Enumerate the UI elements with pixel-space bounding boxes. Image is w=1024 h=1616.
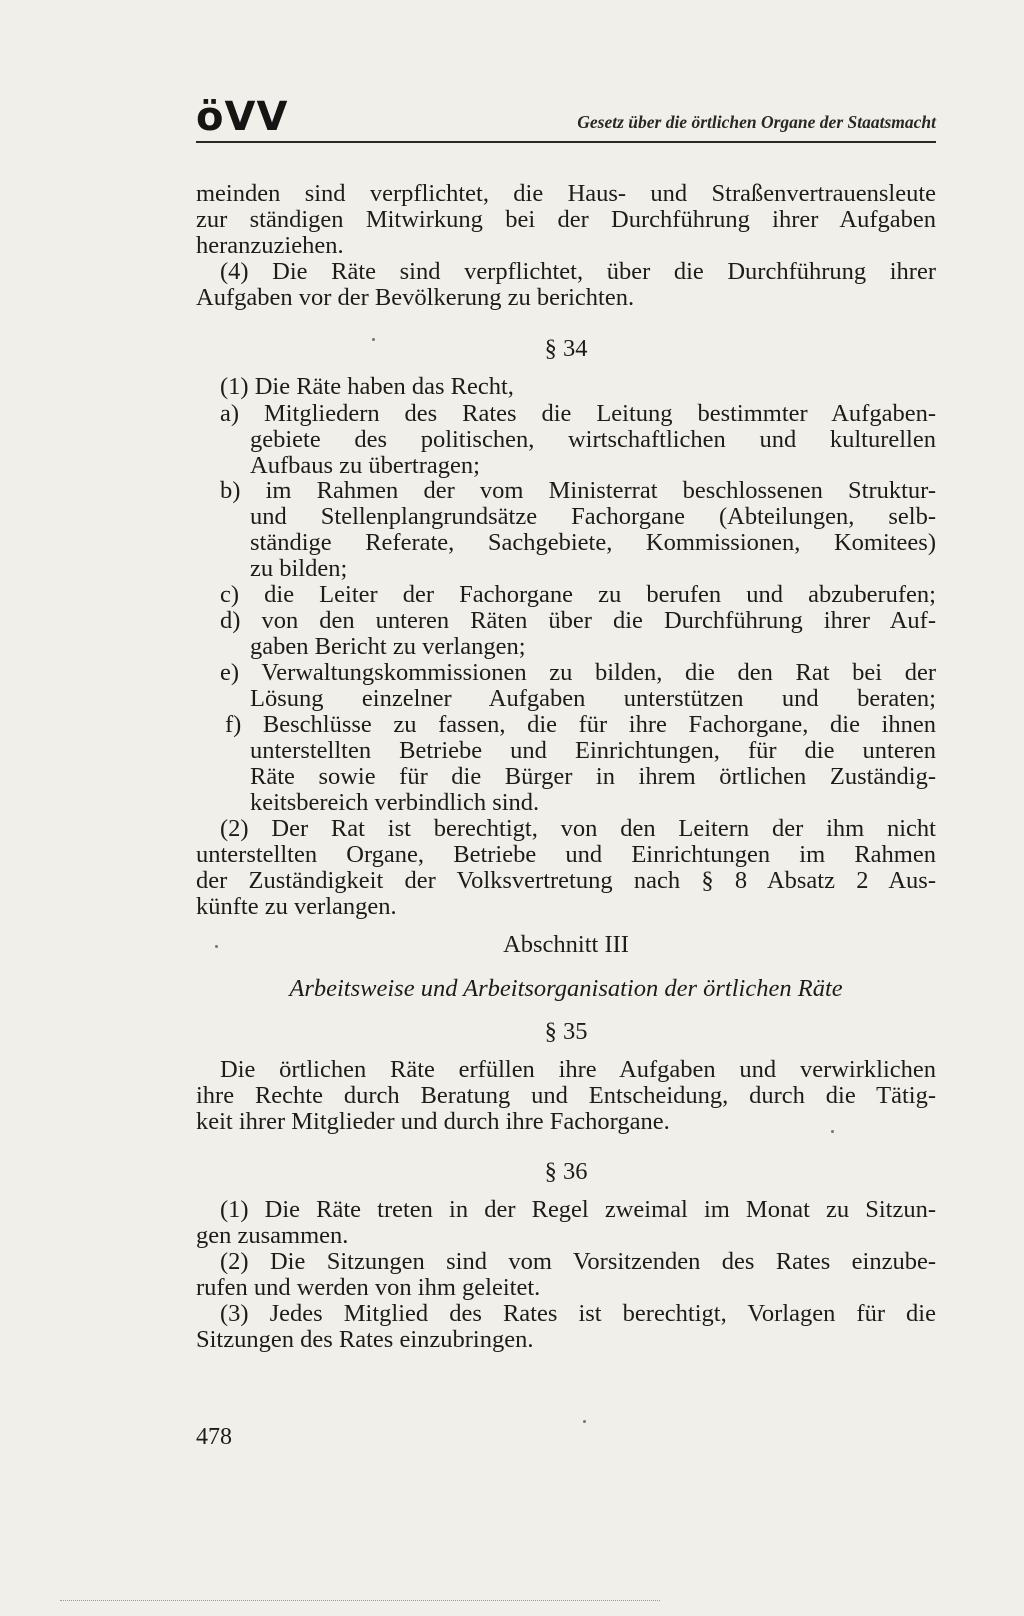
text-line: Räte sowie für die Bürger in ihrem örtlichen Zuständig-: [250, 763, 936, 790]
section-heading: § 34: [544, 335, 588, 362]
text-line: e) Verwaltungskommissionen zu bilden, die den Rat bei der: [220, 659, 936, 686]
text-line: (3) Jedes Mitglied des Rates ist berechtigt, Vorlagen für die: [220, 1300, 936, 1327]
text-line: Aufgaben vor der Bevölkerung zu berichten.: [196, 284, 635, 311]
text-line: (1) Die Räte haben das Recht,: [220, 373, 514, 400]
running-title: Gesetz über die örtlichen Organe der Staatsmacht: [577, 112, 936, 132]
text-line: (2) Der Rat ist berechtigt, von den Leitern der ihm nicht: [220, 815, 936, 842]
text-line: b) im Rahmen der vom Ministerrat beschlossenen Struktur-: [220, 477, 936, 504]
text-line: meinden sind verpflichtet, die Haus- und Straßenvertrauensleute: [196, 180, 936, 207]
print-speck: [583, 1420, 586, 1423]
text-line: d) von den unteren Räten über die Durchführung ihrer Auf-: [220, 607, 936, 634]
text-line: a) Mitgliedern des Rates die Leitung bestimmter Aufgaben-: [220, 400, 936, 427]
text-line: und Stellenplangrundsätze Fachorgane (Abteilungen, selb-: [250, 503, 936, 530]
text-line: künfte zu verlangen.: [196, 893, 397, 920]
text-line: keitsbereich verbindlich sind.: [250, 789, 540, 816]
text-line: gen zusammen.: [196, 1222, 349, 1249]
text-line: heranzuziehen.: [196, 232, 344, 259]
text-line: unterstellten Organe, Betriebe und Einrichtungen im Rahmen: [196, 841, 936, 868]
text-line: f) Beschlüsse zu fassen, die für ihre Fachorgane, die ihnen: [225, 711, 936, 738]
text-line: rufen und werden von ihm geleitet.: [196, 1274, 541, 1301]
section-heading: § 36: [544, 1158, 588, 1185]
text-line: gebiete des politischen, wirtschaftlichen und kulturellen: [250, 426, 936, 453]
text-line: keit ihrer Mitglieder und durch ihre Fachorgane.: [196, 1108, 670, 1135]
section-heading: § 35: [544, 1018, 588, 1045]
text-line: (4) Die Räte sind verpflichtet, über die Durchführung ihrer: [220, 258, 936, 285]
chapter-subtitle: Arbeitsweise und Arbeitsorganisation der örtlichen Räte: [289, 975, 843, 1002]
text-line: ständige Referate, Sachgebiete, Kommissionen, Komitees): [250, 529, 936, 556]
text-line: Sitzungen des Rates einzubringen.: [196, 1326, 534, 1353]
text-line: (1) Die Räte treten in der Regel zweimal im Monat zu Sitzun-: [220, 1196, 936, 1223]
text-line: c) die Leiter der Fachorgane zu berufen und abzuberufen;: [220, 581, 936, 608]
text-line: Lösung einzelner Aufgaben unterstützen und beraten;: [250, 685, 936, 712]
text-line: der Zuständigkeit der Volksvertretung nach § 8 Absatz 2 Aus-: [196, 867, 936, 894]
scan-edge-noise: [60, 1600, 660, 1602]
print-speck: [831, 1130, 834, 1133]
text-line: (2) Die Sitzungen sind vom Vorsitzenden des Rates einzube-: [220, 1248, 936, 1275]
text-line: zur ständigen Mitwirkung bei der Durchführung ihrer Aufgaben: [196, 206, 936, 233]
chapter-heading: Abschnitt III: [503, 931, 629, 958]
print-speck: [372, 338, 375, 341]
publisher-logo: öVV: [196, 94, 289, 140]
page-header: [196, 92, 936, 140]
page-number: 478: [196, 1424, 232, 1450]
text-line: ihre Rechte durch Beratung und Entscheidung, durch die Tätig-: [196, 1082, 936, 1109]
text-line: gaben Bericht zu verlangen;: [250, 633, 526, 660]
text-line: unterstellten Betriebe und Einrichtungen, für die unteren: [250, 737, 936, 764]
text-line: Aufbaus zu übertragen;: [250, 452, 480, 479]
header-rule: [196, 141, 936, 143]
text-line: zu bilden;: [250, 555, 348, 582]
text-line: Die örtlichen Räte erfüllen ihre Aufgaben und verwirklichen: [220, 1056, 936, 1083]
print-speck: [215, 945, 218, 948]
